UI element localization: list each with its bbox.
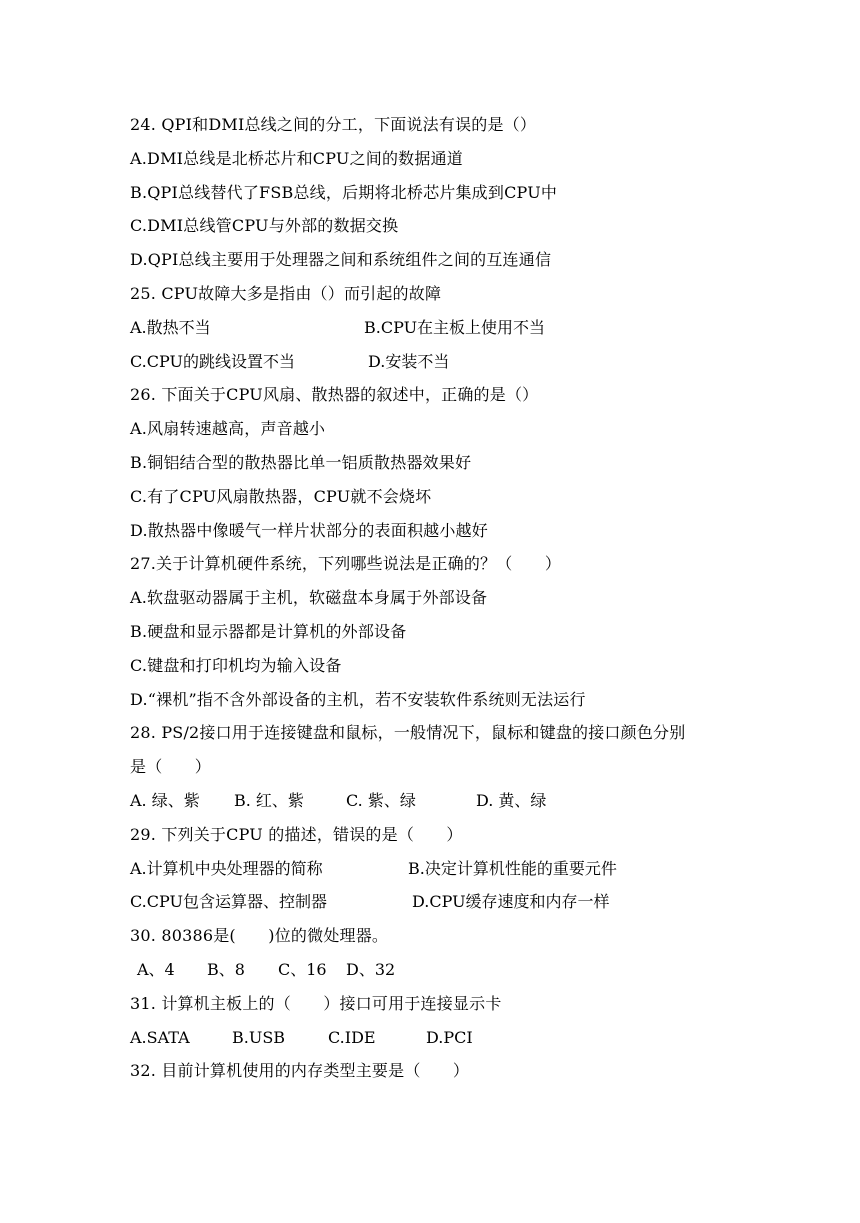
exam-page <box>130 108 740 1088</box>
question-25-option-a: A.散热不当 <box>130 317 211 337</box>
question-27-option-b: B.硬盘和显示器都是计算机的外部设备 <box>130 621 407 641</box>
question-29-options-row-2 <box>130 885 740 919</box>
question-24-option-a: A.DMI总线是北桥芯片和CPU之间的数据通道 <box>130 148 463 168</box>
question-27-option-d: D.“裸机”指不含外部设备的主机，若不安装软件系统则无法运行 <box>130 689 586 709</box>
question-31-option-a: A.SATA <box>130 1027 190 1047</box>
question-31-option-b: B.USB <box>232 1027 286 1047</box>
question-29-option-c: C.CPU包含运算器、控制器 <box>130 892 327 912</box>
question-29-stem: 29. 下列关于CPU 的描述，错误的是（ ） <box>130 824 463 844</box>
question-26-option-a: A.风扇转速越高，声音越小 <box>130 419 326 439</box>
question-30-stem: 30. 80386是( )位的微处理器。 <box>130 926 389 946</box>
question-26-stem: 26. 下面关于CPU风扇、散热器的叙述中，正确的是（） <box>130 385 539 405</box>
question-32-stem: 32. 目前计算机使用的内存类型主要是（ ） <box>130 1061 470 1081</box>
question-25-options-row-2 <box>130 345 740 379</box>
question-24-option-c: C.DMI总线管CPU与外部的数据交换 <box>130 216 399 236</box>
question-30-options-row <box>130 953 740 987</box>
question-29-option-a: A.计算机中央处理器的简称 <box>130 858 323 878</box>
question-25-options-row-1 <box>130 311 740 345</box>
question-27-option-a: A.软盘驱动器属于主机，软磁盘本身属于外部设备 <box>130 588 488 608</box>
question-28-option-b: B. 红、紫 <box>234 790 304 810</box>
question-25-stem: 25. CPU故障大多是指由（）而引起的故障 <box>130 283 442 303</box>
question-29-options-row-1 <box>130 852 740 886</box>
question-28-stem-line-1: 28. PS/2接口用于连接键盘和鼠标，一般情况下，鼠标和键盘的接口颜色分别 <box>130 723 686 743</box>
question-27-stem: 27.关于计算机硬件系统，下列哪些说法是正确的？（ ） <box>130 554 562 574</box>
question-25-option-b: B.CPU在主板上使用不当 <box>364 317 546 337</box>
question-24-stem: 24. QPI和DMI总线之间的分工，下面说法有误的是（） <box>130 115 537 134</box>
question-30-option-a: A、4 <box>137 959 175 979</box>
question-28-options-row <box>130 784 740 818</box>
question-31-option-d: D.PCI <box>426 1027 473 1047</box>
question-28-stem-line-2: 是（ ） <box>130 757 212 777</box>
question-26-option-c: C.有了CPU风扇散热器，CPU就不会烧坏 <box>130 486 432 506</box>
question-25-option-c: C.CPU的跳线设置不当 <box>130 351 295 371</box>
question-26-option-b: B.铜铝结合型的散热器比单一铝质散热器效果好 <box>130 452 472 472</box>
question-24-option-b: B.QPI总线替代了FSB总线，后期将北桥芯片集成到CPU中 <box>130 182 558 202</box>
question-30-option-d: D、32 <box>346 959 396 979</box>
question-24-option-d: D.QPI总线主要用于处理器之间和系统组件之间的互连通信 <box>130 250 552 270</box>
question-31-option-c: C.IDE <box>328 1027 376 1047</box>
question-31-options-row <box>130 1021 740 1055</box>
question-27-option-c: C.键盘和打印机均为输入设备 <box>130 655 342 675</box>
question-28-option-d: D. 黄、绿 <box>476 790 547 810</box>
question-30-option-b: B、8 <box>207 959 245 979</box>
question-28-option-a: A. 绿、紫 <box>130 790 200 810</box>
question-25-option-d: D.安装不当 <box>368 351 450 371</box>
question-30-option-c: C、16 <box>278 959 327 979</box>
question-28-option-c: C. 紫、绿 <box>346 790 416 810</box>
question-29-option-d: D.CPU缓存速度和内存一样 <box>412 892 610 912</box>
question-31-stem: 31. 计算机主板上的（ ）接口可用于连接显示卡 <box>130 993 502 1013</box>
question-26-option-d: D.散热器中像暖气一样片状部分的表面积越小越好 <box>130 520 488 540</box>
question-29-option-b: B.决定计算机性能的重要元件 <box>408 858 617 878</box>
